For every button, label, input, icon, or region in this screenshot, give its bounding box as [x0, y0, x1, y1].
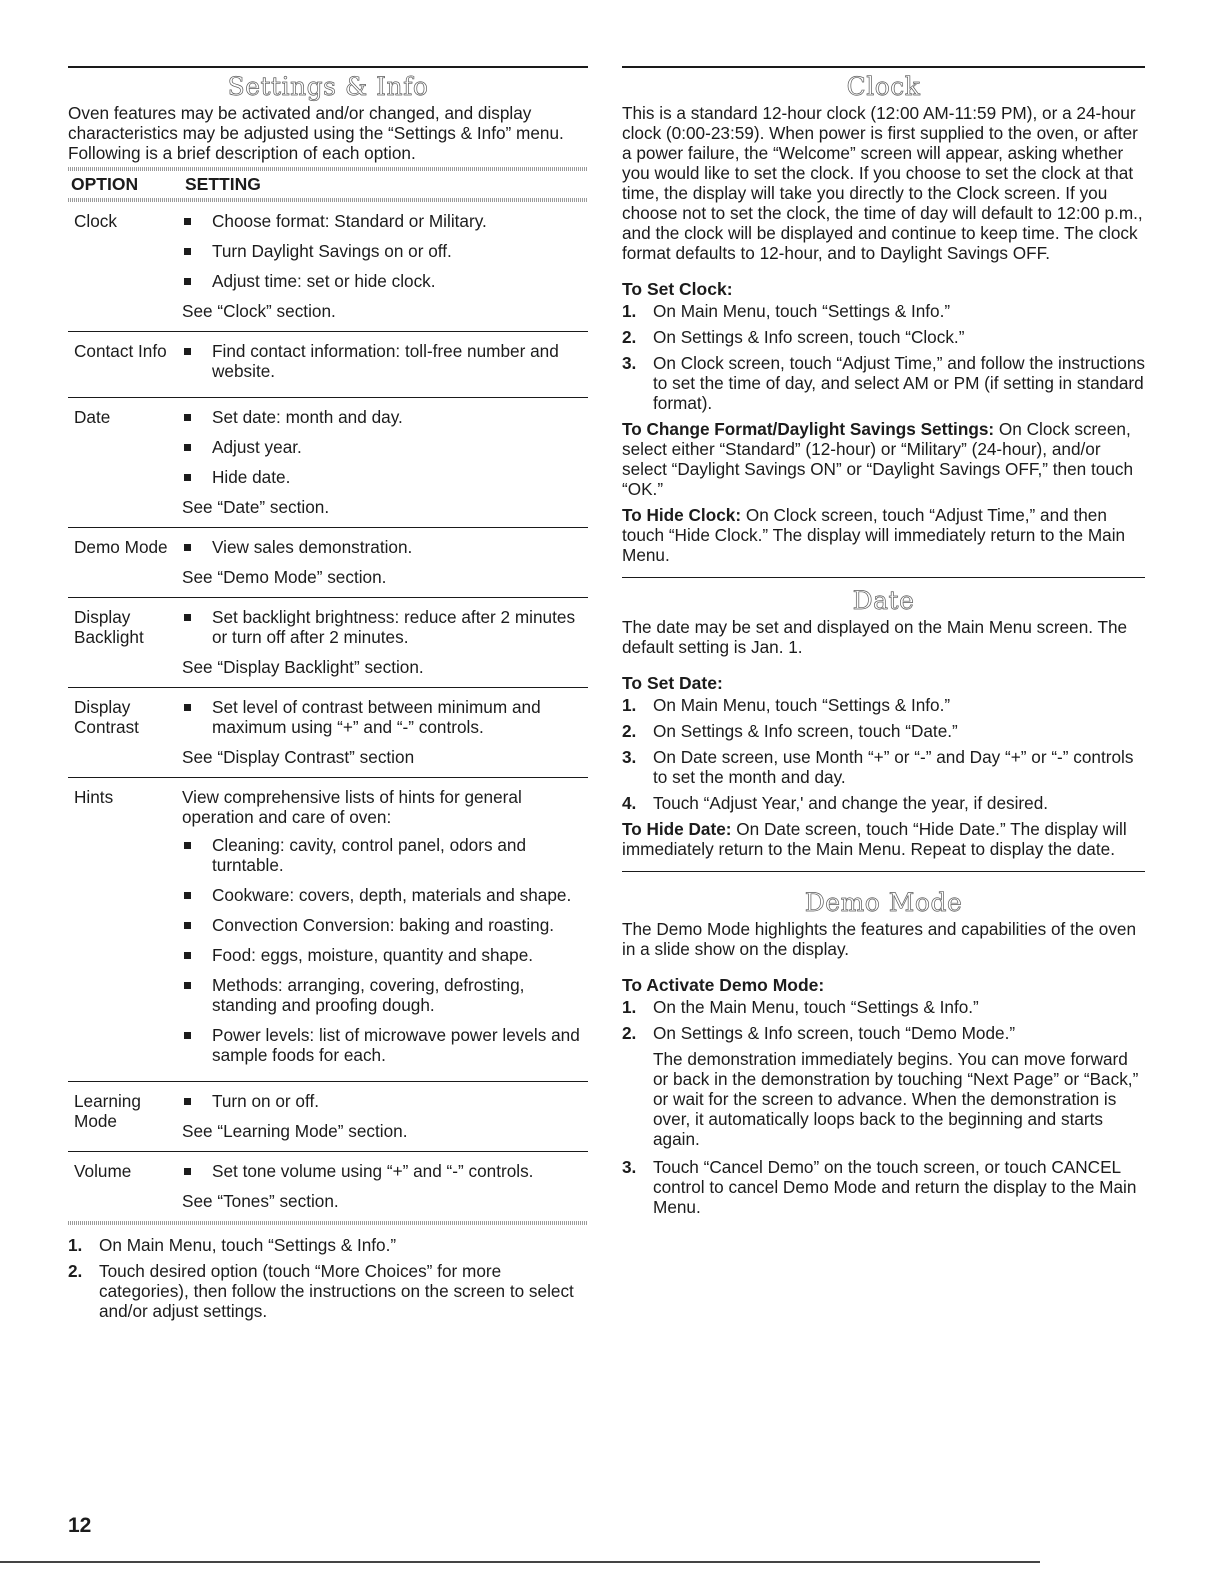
bullet-square-icon	[182, 1025, 212, 1065]
set-clock-heading: To Set Clock:	[622, 279, 733, 299]
bullet-square-icon	[182, 537, 212, 557]
date-intro: The date may be set and displayed on the Main Menu screen. The default setting is Jan. 1.	[622, 617, 1128, 657]
activate-demo-heading: To Activate Demo Mode:	[622, 975, 825, 995]
col-option-header: OPTION	[71, 174, 139, 194]
setting-bullet	[182, 835, 588, 875]
section-rule	[622, 577, 1145, 578]
bullet-text: Power levels: list of microwave power levels and sample foods for each.	[212, 1025, 580, 1065]
table-row	[68, 778, 588, 1082]
bullet-square-icon	[182, 271, 212, 291]
hide-clock-para	[622, 505, 1145, 565]
bullet-text: Set tone volume using “+” and “-” controls.	[212, 1161, 534, 1181]
bullet-text: View sales demonstration.	[212, 537, 413, 557]
option-cell: Hints	[74, 787, 114, 807]
step-text: Touch desired option (touch “More Choices” for more categories), then follow the instructions on the screen to select and/or adjust settings.	[99, 1261, 574, 1321]
demo-intro: The Demo Mode highlights the features and capabilities of the oven in a slide show on the display.	[622, 919, 1137, 959]
setting-bullet	[182, 1091, 588, 1111]
settings-info-title: Settings & Info	[227, 72, 429, 101]
see-reference: See “Display Backlight” section.	[182, 657, 424, 677]
setting-cell	[182, 693, 588, 771]
option-cell: Display Contrast	[74, 697, 139, 737]
section-rule	[68, 66, 588, 68]
step-number: 2.	[68, 1261, 83, 1281]
clock-step-1	[622, 301, 1145, 321]
option-cell: Learning Mode	[74, 1091, 141, 1131]
setting-bullet	[182, 467, 588, 487]
bullet-square-icon	[182, 1091, 212, 1111]
bullet-text: Cookware: covers, depth, materials and shape.	[212, 885, 572, 905]
bullet-text: Hide date.	[212, 467, 291, 487]
section-rule	[622, 66, 1145, 68]
setting-cell	[182, 337, 588, 391]
option-cell: Contact Info	[74, 341, 167, 361]
table-bottom-rule	[68, 1221, 588, 1225]
bullet-text: Cleaning: cavity, control panel, odors and turntable.	[212, 835, 527, 875]
bullet-square-icon	[182, 341, 212, 381]
bullet-square-icon	[182, 835, 212, 875]
step-number: 1.	[68, 1235, 83, 1255]
table-row	[68, 688, 588, 778]
step-text: On Main Menu, touch “Settings & Info.”	[653, 301, 951, 321]
change-format-para	[622, 419, 1145, 499]
bullet-text: Set date: month and day.	[212, 407, 403, 427]
table-row	[68, 332, 588, 398]
bullet-square-icon	[182, 211, 212, 231]
bullet-text: Set backlight brightness: reduce after 2 minutes or turn off after 2 minutes.	[212, 607, 576, 647]
right-column	[622, 66, 1145, 1223]
option-cell: Volume	[74, 1161, 132, 1181]
bullet-text: Convection Conversion: baking and roasting.	[212, 915, 555, 935]
table-row	[68, 528, 588, 598]
bullet-text: Set level of contrast between minimum and maximum using “+” and “-” controls.	[212, 697, 541, 737]
setting-bullet	[182, 1025, 588, 1065]
setting-cell	[182, 603, 588, 681]
date-step-1	[622, 695, 1145, 715]
bullet-square-icon	[182, 945, 212, 965]
setting-cell	[182, 783, 588, 1075]
demo-title: Demo Mode	[804, 888, 963, 917]
demo-step-2-note: The demonstration immediately begins. You can move forward or back in the demonstration by touching “Next Page” or “Back,” or wait for the screen to advance. When the demonstration is over, it automatically loops back to the beginning and starts again.	[653, 1049, 1139, 1149]
bullet-square-icon	[182, 697, 212, 737]
table-row	[68, 1082, 588, 1152]
hide-date-para	[622, 819, 1145, 859]
section-rule	[622, 871, 1145, 872]
setting-cell	[182, 403, 588, 521]
hide-date-text: On Date screen, touch “Hide Date.” The display will immediately return to the Main Menu. Repeat to display the date.	[622, 819, 1127, 859]
see-reference: See “Date” section.	[182, 497, 330, 517]
bullet-square-icon	[182, 915, 212, 935]
setting-cell	[182, 207, 588, 325]
demo-step-2: 2. On Settings & Info screen, touch “Demo Mode.”	[622, 1023, 1016, 1043]
set-clock-steps	[622, 301, 1145, 413]
setting-bullet	[182, 915, 588, 935]
step-text: On Main Menu, touch “Settings & Info.”	[653, 695, 951, 715]
setting-cell	[182, 1087, 588, 1145]
step-text: On Date screen, use Month “+” or “-” and Day “+” or “-” controls to set the month and day.	[653, 747, 1134, 787]
bullet-square-icon	[182, 437, 212, 457]
setting-bullet	[182, 697, 588, 737]
left-column	[68, 66, 588, 1327]
setting-bullet	[182, 945, 588, 965]
change-format-lead: To Change Format/Daylight Savings Settings:	[622, 419, 995, 439]
clock-intro: This is a standard 12-hour clock (12:00 AM-11:59 PM), or a 24-hour clock (0:00-23:59). When power is first supplied to the oven, or after a power failure, the “Welcome” screen will appear, asking whether you would like to set the clock. If you choose to set the clock at that time, the display will take you directly to the Clock screen. If you choose not to set the clock, the time of day will default to 12:00 p.m., and the clock will be displayed and continue to keep time. The clock format defaults to 12-hour, and to Daylight Savings OFF.	[622, 103, 1143, 263]
setting-bullet	[182, 885, 588, 905]
step-number: 2.	[622, 327, 637, 347]
see-reference: See “Learning Mode” section.	[182, 1121, 408, 1141]
set-date-steps	[622, 695, 1145, 813]
step-number: 3.	[622, 747, 637, 767]
bullet-square-icon	[182, 407, 212, 427]
bullet-square-icon	[182, 467, 212, 487]
table-row	[68, 202, 588, 332]
step-number: 3.	[622, 353, 637, 373]
settings-steps	[68, 1235, 588, 1321]
bullet-text: Adjust time: set or hide clock.	[212, 271, 436, 291]
step-number: 1.	[622, 301, 637, 321]
setting-cell	[182, 533, 588, 591]
step-text: On Main Menu, touch “Settings & Info.”	[99, 1235, 397, 1255]
date-step-4	[622, 793, 1145, 813]
step-text: On Clock screen, touch “Adjust Time,” and follow the instructions to set the time of day, and select AM or PM (if setting in standard format).	[653, 353, 1145, 413]
date-step-2	[622, 721, 1145, 741]
date-step-3	[622, 747, 1145, 787]
demo-step-3: 3. Touch “Cancel Demo” on the touch screen, or touch CANCEL control to cancel Demo Mode and return the display to the Main Menu.	[622, 1157, 1137, 1217]
setting-bullet	[182, 211, 588, 231]
bullet-text: Turn Daylight Savings on or off.	[212, 241, 452, 261]
bullet-square-icon	[182, 885, 212, 905]
settings-step-1	[68, 1235, 588, 1255]
step-text: On Settings & Info screen, touch “Date.”	[653, 721, 958, 741]
setting-bullet	[182, 241, 588, 261]
setting-bullet	[182, 437, 588, 457]
hide-clock-lead: To Hide Clock:	[622, 505, 742, 525]
bullet-square-icon	[182, 975, 212, 1015]
setting-cell	[182, 1157, 588, 1215]
table-row	[68, 398, 588, 528]
demo-step-1: 1. On the Main Menu, touch “Settings & Info.”	[622, 997, 979, 1017]
table-row	[68, 598, 588, 688]
change-format-text: On Clock screen, select either “Standard” (12-hour) or “Military” (24-hour), and/or select “Daylight Savings ON” or “Daylight Savings OFF,” then touch “OK.”	[622, 419, 1134, 499]
clock-step-3	[622, 353, 1145, 413]
option-cell: Display Backlight	[74, 607, 144, 647]
step-number: 2.	[622, 721, 637, 741]
see-reference: See “Demo Mode” section.	[182, 567, 387, 587]
bullet-square-icon	[182, 1161, 212, 1181]
option-cell: Demo Mode	[74, 537, 168, 557]
setting-bullet	[182, 975, 588, 1015]
step-number: 4.	[622, 793, 637, 813]
option-cell: Clock	[74, 211, 117, 231]
set-date-heading: To Set Date:	[622, 673, 723, 693]
bullet-text: Find contact information: toll-free number and website.	[212, 341, 559, 381]
setting-bullet	[182, 341, 588, 381]
date-title: Date	[852, 586, 915, 615]
step-text: On Settings & Info screen, touch “Clock.”	[653, 327, 965, 347]
hide-clock-text: On Clock screen, touch “Adjust Time,” and then touch “Hide Clock.” The display will immediately return to the Main Menu.	[622, 505, 1126, 565]
setting-bullet	[182, 407, 588, 427]
see-reference: See “Tones” section.	[182, 1191, 339, 1211]
bullet-square-icon	[182, 607, 212, 647]
bullet-text: Choose format: Standard or Military.	[212, 211, 487, 231]
step-number: 1.	[622, 695, 637, 715]
see-reference: See “Display Contrast” section	[182, 747, 415, 767]
page-bottom-rule	[0, 1561, 1040, 1563]
clock-title: Clock	[846, 72, 921, 101]
setting-para: View comprehensive lists of hints for general operation and care of oven:	[182, 787, 522, 827]
bullet-text: Adjust year.	[212, 437, 302, 457]
setting-bullet	[182, 1161, 588, 1181]
setting-bullet	[182, 271, 588, 291]
page-number: 12	[68, 1514, 92, 1537]
option-cell: Date	[74, 407, 111, 427]
bullet-text: Methods: arranging, covering, defrosting, standing and proofing dough.	[212, 975, 525, 1015]
bullet-text: Turn on or off.	[212, 1091, 320, 1111]
setting-bullet	[182, 607, 588, 647]
col-setting-header: SETTING	[185, 174, 261, 194]
bullet-square-icon	[182, 241, 212, 261]
bullet-text: Food: eggs, moisture, quantity and shape.	[212, 945, 534, 965]
settings-info-intro: Oven features may be activated and/or changed, and display characteristics may be adjusted using the “Settings & Info” menu. Following is a brief description of each option.	[68, 103, 564, 163]
setting-bullet	[182, 537, 588, 557]
clock-step-2	[622, 327, 1145, 347]
settings-step-2	[68, 1261, 588, 1321]
hide-date-lead: To Hide Date:	[622, 819, 732, 839]
table-header	[68, 171, 588, 198]
table-row	[68, 1152, 588, 1221]
see-reference: See “Clock” section.	[182, 301, 336, 321]
settings-table	[68, 202, 588, 1221]
step-text: Touch “Adjust Year,' and change the year, if desired.	[653, 793, 1049, 813]
